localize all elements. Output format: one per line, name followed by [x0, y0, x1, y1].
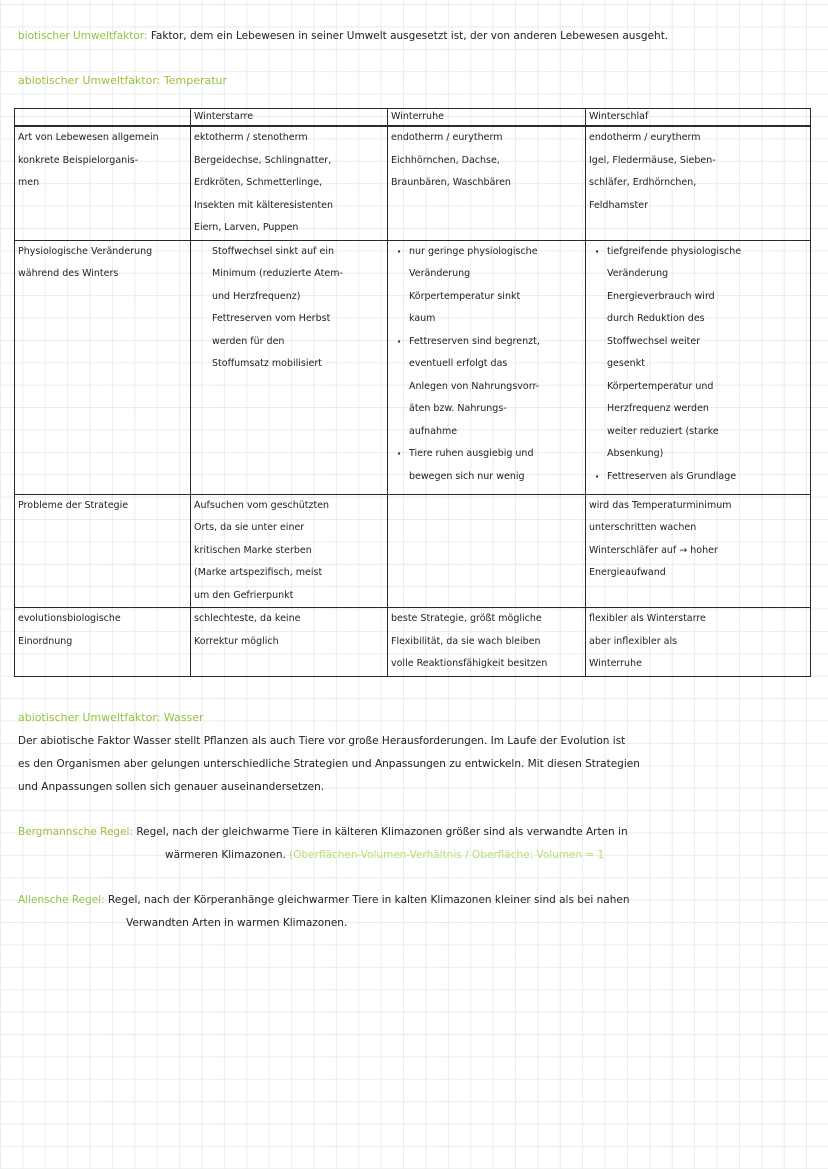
bergmann-label: Bergmannsche Regel: [18, 826, 133, 838]
cell-problems-winterruhe [388, 494, 586, 608]
biotic-label: biotischer Umweltfaktor: [18, 30, 148, 42]
table-row-evolution [15, 608, 811, 677]
bergmann-note: (Oberflächen-Volumen-Verhältnis / Oberfläche: Volumen = 1 [289, 849, 605, 861]
bergmann-rule [18, 824, 818, 840]
bergmann-rule-cont [165, 847, 818, 863]
table-row-problems [15, 494, 811, 608]
cell-evolution-winterruhe: beste Strategie, größt mögliche Flexibilität, da sie wach bleiben volle Reaktionsfähigkeit besitzen [388, 608, 586, 677]
cell-evolution-winterstarre: schlechteste, da keine Korrektur möglich [191, 608, 388, 677]
header-winterstarre: Winterstarre [191, 109, 388, 127]
list-item: · nur geringe physiologische Veränderung Körpertemperatur sinkt kaum [397, 241, 582, 331]
row-label-evolution: evolutionsbiologische Einordnung [15, 608, 191, 677]
temperature-heading: abiotischer Umweltfaktor: Temperatur [18, 74, 228, 87]
bergmann-text: Regel, nach der gleichwarme Tiere in kälteren Klimazonen größer sind als verwandte Arten in [136, 826, 628, 838]
biotic-text: Faktor, dem ein Lebewesen in seiner Umwelt ausgesetzt ist, der von anderen Lebewesen ausgeht. [150, 30, 669, 42]
list-item: · Fettreserven als Grundlage [595, 466, 807, 489]
header-empty [15, 109, 191, 127]
row-label-physiology: Physiologische Veränderung während des Winters [15, 240, 191, 494]
bergmann-text-2: wärmeren Klimazonen. [165, 849, 286, 861]
cell-art-winterruhe: endotherm / eurytherm Eichhörnchen, Dachse, Braunbären, Waschbären [388, 126, 586, 240]
row-label-problems: Probleme der Strategie [15, 494, 191, 608]
cell-problems-winterstarre: Aufsuchen vom geschützten Orts, da sie unter einer kritischen Marke sterben (Marke artspezifisch, meist um den Gefrierpunkt [191, 494, 388, 608]
list-item: · tiefgreifende physiologische Veränderung Energieverbrauch wird durch Reduktion des Stoffwechsel weiter gesenkt Körpertemperatur und Herzfrequenz werden weiter reduziert (starke Absenkung) [595, 241, 807, 466]
biotic-definition [18, 28, 818, 44]
water-text-line: es den Organismen aber gelungen unterschiedliche Strategien und Anpassungen zu entwickeln. Mit diesen Strategien [18, 758, 640, 770]
allen-text: Regel, nach der Körperanhänge gleichwarmer Tiere in kalten Klimazonen kleiner sind als bei nahen [108, 894, 630, 906]
temperature-table [14, 108, 811, 677]
cell-physiology-winterstarre: Stoffwechsel sinkt auf ein Minimum (reduzierte Atem- und Herzfrequenz) Fettreserven vom Herbst werden für den Stoffumsatz mobilisiert [191, 240, 388, 494]
water-text-line: Der abiotische Faktor Wasser stellt Pflanzen als auch Tiere vor große Herausforderungen. Im Laufe der Evolution ist [18, 735, 626, 747]
allen-rule [18, 892, 818, 908]
cell-art-winterschlaf: endotherm / eurytherm Igel, Fledermäuse, Sieben- schläfer, Erdhörnchen, Feldhamster [586, 126, 811, 240]
header-winterschlaf: Winterschlaf [586, 109, 811, 127]
water-text-line: und Anpassungen sollen sich genauer auseinandersetzen. [18, 781, 325, 793]
allen-text-2: Verwandten Arten in warmen Klimazonen. [126, 917, 348, 929]
table-header-row [15, 109, 811, 127]
list-item: · Fettreserven sind begrenzt, eventuell erfolgt das Anlegen von Nahrungsvorr- äten bzw. Nahrungs- aufnahme [397, 331, 582, 444]
water-heading: abiotischer Umweltfaktor: Wasser [18, 711, 204, 724]
cell-physiology-winterruhe [388, 240, 586, 494]
table-row-art [15, 126, 811, 240]
row-label-art: Art von Lebewesen allgemein konkrete Beispielorganis- men [15, 126, 191, 240]
cell-evolution-winterschlaf: flexibler als Winterstarre aber inflexibler als Winterruhe [586, 608, 811, 677]
cell-physiology-winterschlaf [586, 240, 811, 494]
allen-label: Allensche Regel: [18, 894, 105, 906]
cell-problems-winterschlaf: wird das Temperaturminimum unterschritten wachen Winterschläfer auf → hoher Energieaufwand [586, 494, 811, 608]
list-item: · Tiere ruhen ausgiebig und bewegen sich nur wenig [397, 443, 582, 488]
table-row-physiology [15, 240, 811, 494]
header-winterruhe: Winterruhe [388, 109, 586, 127]
cell-art-winterstarre: ektotherm / stenotherm Bergeidechse, Schlingnatter, Erdkröten, Schmetterlinge, Insekten mit kälteresistenten Eiern, Larven, Puppen [191, 126, 388, 240]
